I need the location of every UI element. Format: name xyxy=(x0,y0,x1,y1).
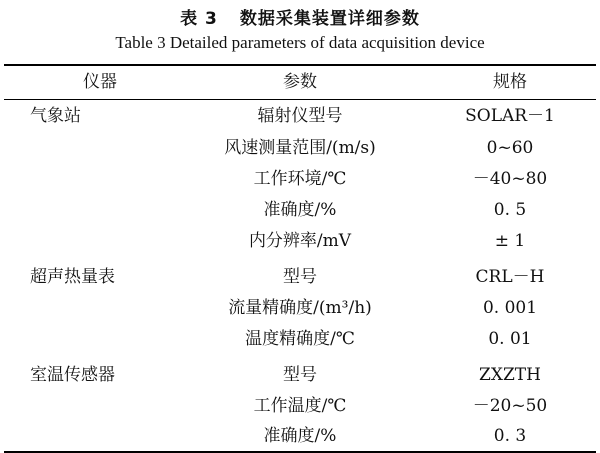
parameter-cell: 型号 xyxy=(283,267,317,287)
instrument-ultrasonic-heat-meter: 超声热量表 xyxy=(30,267,115,287)
header-instrument: 仪器 xyxy=(83,72,117,92)
table-caption-cn xyxy=(0,4,600,29)
spec-cell: 0. 01 xyxy=(488,329,532,349)
table-caption-en: Table 3 Detailed parameters of data acquisition device xyxy=(115,33,485,52)
spec-cell: 0. 001 xyxy=(482,298,538,318)
spec-cell: －40~80 xyxy=(472,169,548,189)
instrument-room-temp-sensor: 室温传感器 xyxy=(30,365,115,385)
spec-cell: SOLAR－1 xyxy=(465,106,555,126)
header-rule xyxy=(4,99,596,100)
parameter-cell: 温度精确度/℃ xyxy=(245,329,355,349)
instrument-weather-station: 气象站 xyxy=(30,106,81,126)
spec-cell: 0. 5 xyxy=(493,200,527,220)
top-rule xyxy=(4,64,596,66)
parameter-cell: 风速测量范围/(m/s) xyxy=(224,138,376,158)
header-parameter: 参数 xyxy=(283,72,317,92)
table-number: 表 3 xyxy=(180,9,218,29)
spec-cell: CRL－H xyxy=(475,267,545,287)
parameter-cell: 工作环境/℃ xyxy=(253,169,347,189)
parameter-cell: 工作温度/℃ xyxy=(253,396,347,416)
header-spec: 规格 xyxy=(493,72,527,92)
spec-cell: ± 1 xyxy=(494,231,526,251)
spec-cell: ZXZTH xyxy=(479,365,541,385)
parameter-cell: 准确度/% xyxy=(263,200,337,220)
spec-cell: －20~50 xyxy=(472,396,548,416)
parameter-cell: 型号 xyxy=(283,365,317,385)
spec-cell: 0~60 xyxy=(486,138,534,158)
parameter-cell: 内分辨率/mV xyxy=(248,231,352,251)
parameter-cell: 辐射仪型号 xyxy=(257,106,343,126)
spec-cell: 0. 3 xyxy=(493,426,527,446)
parameter-cell: 流量精确度/(m³/h) xyxy=(228,298,372,318)
table-title-cn: 数据采集装置详细参数 xyxy=(239,9,420,29)
parameter-cell: 准确度/% xyxy=(263,426,337,446)
